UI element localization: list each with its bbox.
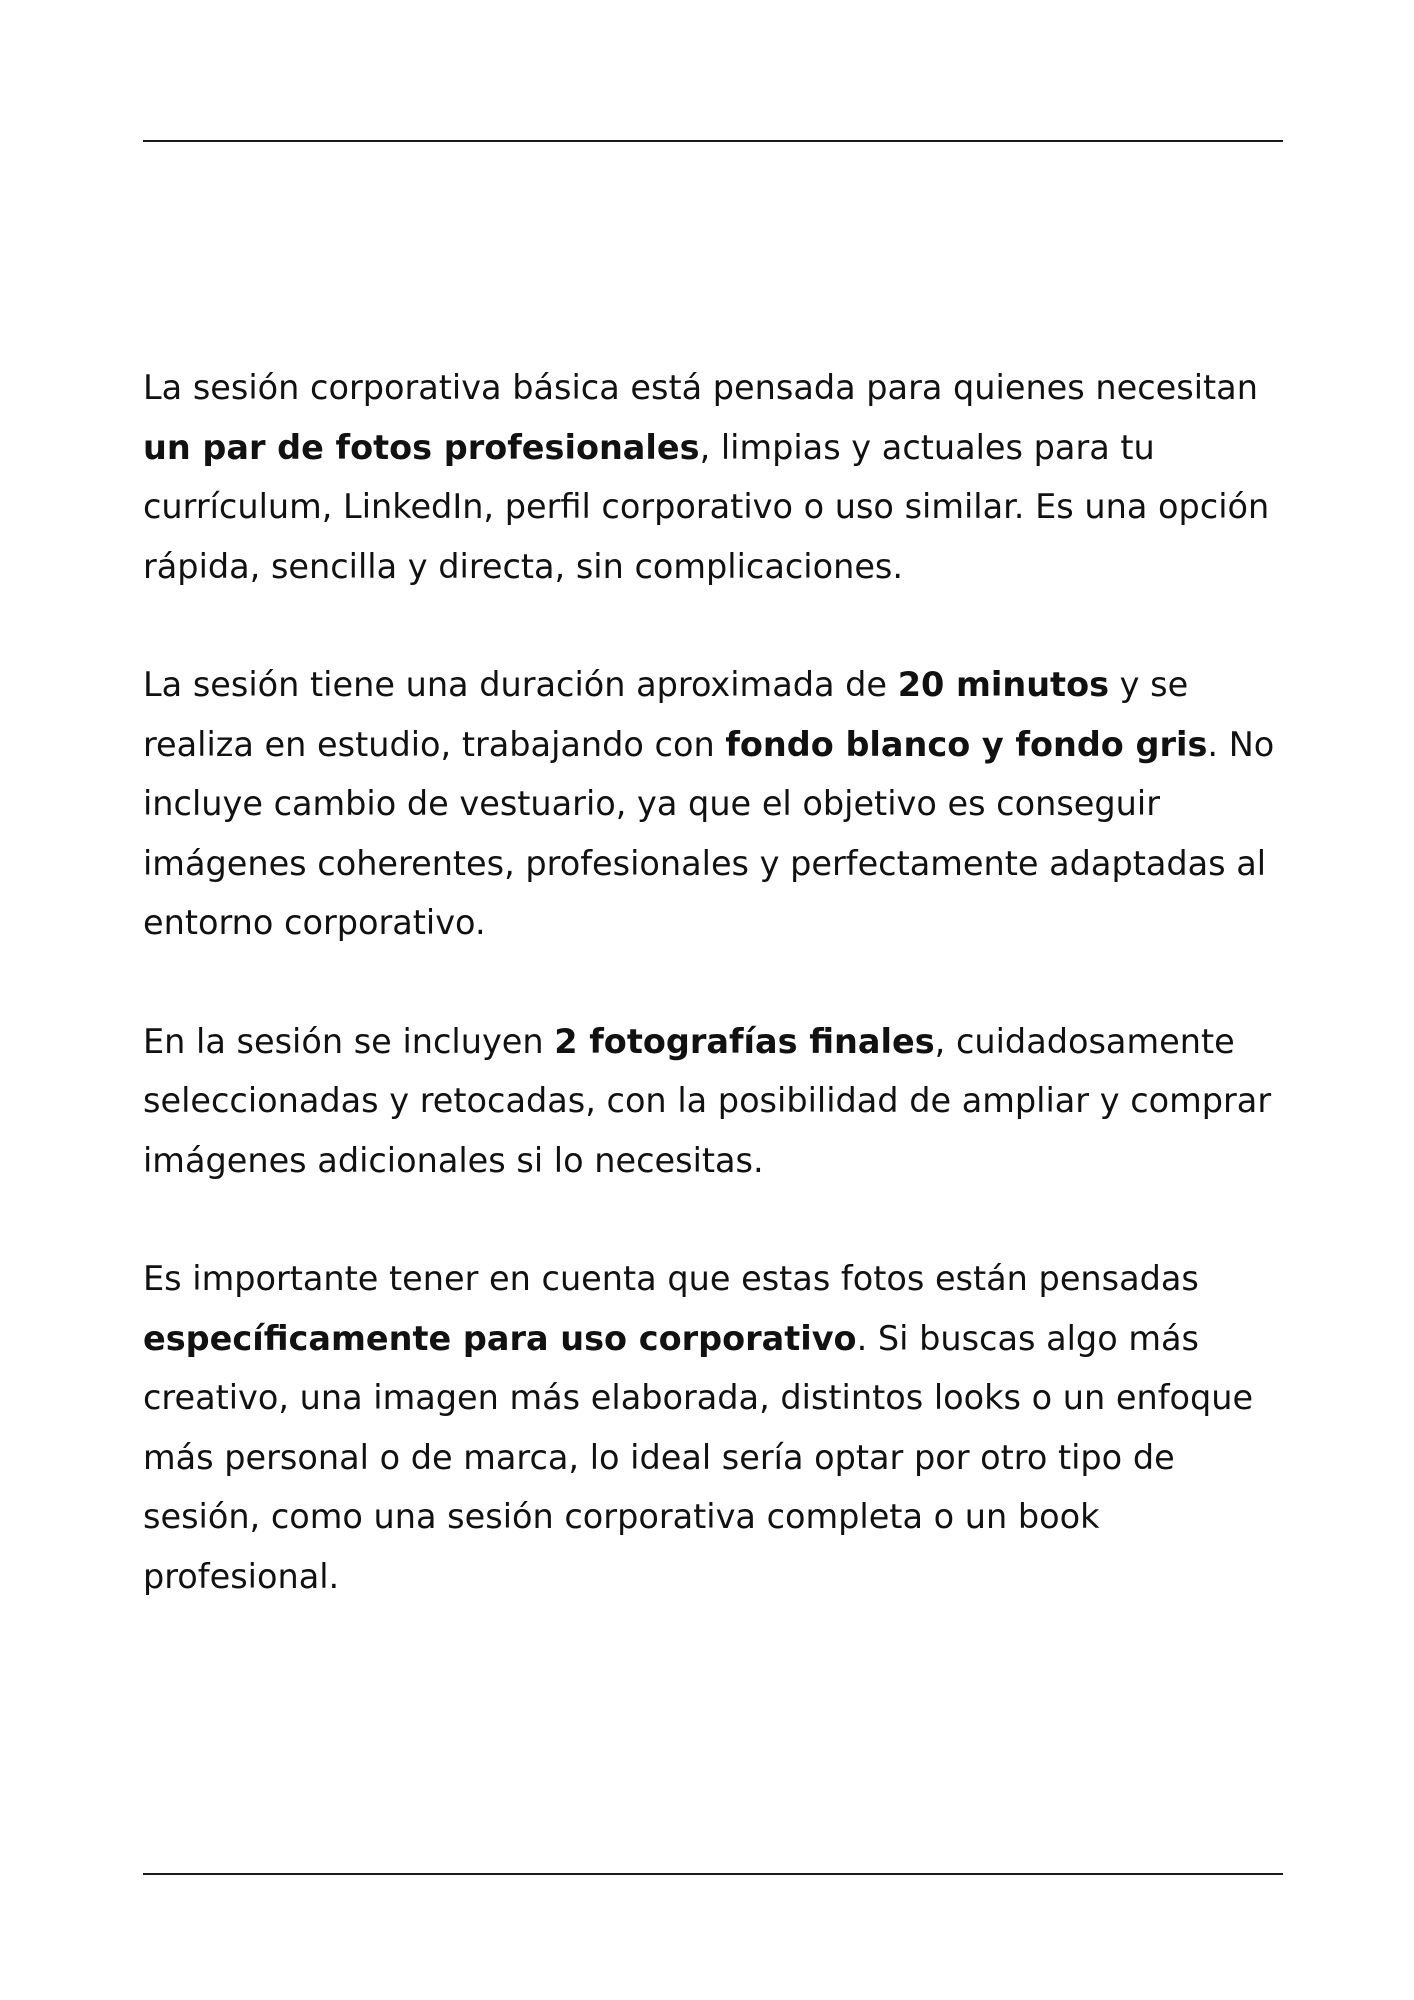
text-segment: . No	[1207, 724, 1275, 764]
text-line	[143, 1487, 1293, 1547]
bold-text: 2 fotografías finales	[554, 1021, 935, 1061]
text-segment: currículum, LinkedIn, perfil corporativo o uso similar. Es una opción	[143, 487, 1270, 526]
text-line	[143, 358, 1293, 418]
bold-text: un par de fotos profesionales	[143, 427, 700, 467]
bold-text: 20 minutos	[897, 665, 1110, 704]
text-line	[143, 477, 1293, 537]
text-segment: La sesión corporativa básica está pensada para quienes necesitan	[143, 368, 1258, 407]
paragraph	[143, 655, 1293, 953]
text-segment: imágenes adicionales si lo necesitas.	[143, 1140, 764, 1180]
text-segment: incluye cambio de vestuario, ya que el objetivo es conseguir	[143, 784, 1160, 823]
text-line	[143, 1428, 1293, 1488]
paragraph	[143, 1012, 1293, 1191]
text-line	[143, 834, 1293, 894]
text-line	[143, 774, 1293, 834]
text-segment: realiza en estudio, trabajando con	[143, 724, 726, 764]
text-line	[143, 1071, 1293, 1131]
text-line	[143, 1547, 1293, 1607]
text-segment: , limpias y actuales para tu	[699, 427, 1155, 467]
text-segment: En la sesión se incluyen	[143, 1021, 555, 1061]
text-line	[143, 1131, 1293, 1191]
bold-text: fondo blanco y fondo gris	[725, 724, 1208, 764]
text-line	[143, 1012, 1293, 1072]
text-line	[143, 655, 1293, 715]
bold-text: específicamente para uso corporativo	[143, 1318, 857, 1358]
text-segment: creativo, una imagen más elaborada, distintos looks o un enfoque	[143, 1378, 1254, 1417]
text-segment: . Si buscas algo más	[856, 1318, 1199, 1358]
text-line	[143, 1309, 1293, 1369]
text-segment: seleccionadas y retocadas, con la posibilidad de ampliar y comprar	[143, 1081, 1272, 1120]
text-segment: entorno corporativo.	[143, 903, 486, 942]
paragraph	[143, 358, 1293, 596]
bottom-divider	[143, 1873, 1283, 1875]
text-segment: imágenes coherentes, profesionales y perfectamente adaptadas al	[143, 843, 1267, 883]
text-line	[143, 715, 1293, 775]
text-line	[143, 893, 1293, 953]
paragraph	[143, 1249, 1293, 1606]
text-segment: La sesión tiene una duración aproximada de	[143, 665, 898, 704]
text-segment: y se	[1109, 665, 1189, 704]
text-segment: Es importante tener en cuenta que estas fotos están pensadas	[143, 1259, 1199, 1298]
text-line	[143, 1368, 1293, 1428]
document-body	[143, 358, 1293, 1665]
text-segment: , cuidadosamente	[934, 1021, 1235, 1061]
text-line	[143, 537, 1293, 597]
top-divider	[143, 140, 1283, 142]
text-segment: rápida, sencilla y directa, sin complicaciones.	[143, 546, 904, 586]
text-line	[143, 1249, 1293, 1309]
text-segment: más personal o de marca, lo ideal sería optar por otro tipo de	[143, 1437, 1175, 1477]
text-line	[143, 418, 1293, 478]
text-segment: profesional.	[143, 1556, 340, 1596]
text-segment: sesión, como una sesión corporativa completa o un book	[143, 1497, 1100, 1536]
